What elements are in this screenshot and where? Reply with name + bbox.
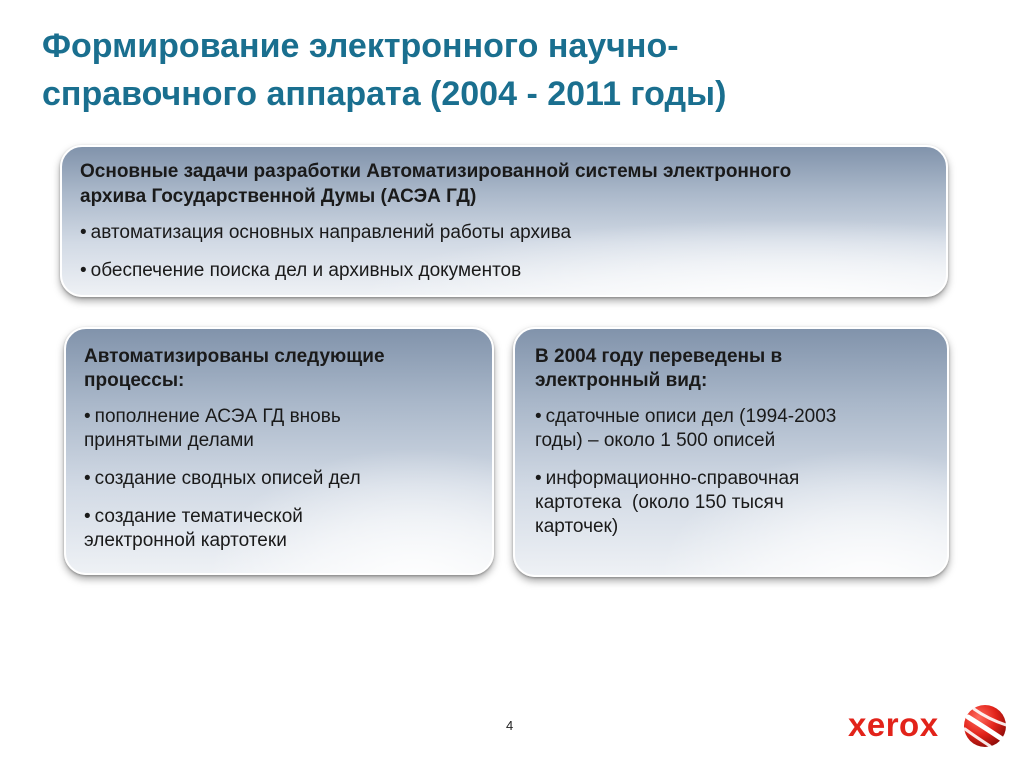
slide-title	[42, 22, 942, 118]
list-item-text: создание сводных описей дел	[94, 468, 361, 489]
automated-processes-heading	[84, 345, 474, 393]
list-item	[84, 405, 474, 453]
slide-title-line-1: Формирование электронного научно-	[42, 27, 679, 65]
list-item-text: пополнение АСЭА ГД вновь	[94, 406, 341, 427]
tasks-list	[80, 221, 928, 283]
list-item-text-continued: картотека (около 150 тысяч	[535, 492, 784, 513]
list-item-text: информационно-справочная	[545, 468, 800, 489]
digitized-2004-list	[535, 405, 929, 539]
tasks-heading-line-2: архива Государственной Думы (АСЭА ГД)	[80, 186, 477, 207]
bullet-icon: •	[84, 406, 91, 427]
bullet-icon: •	[80, 222, 87, 243]
list-item	[84, 467, 474, 491]
automated-processes-list	[84, 405, 474, 553]
bullet-icon: •	[535, 406, 542, 427]
bullet-icon: •	[80, 260, 87, 281]
list-item-text-continued: карточек)	[535, 516, 619, 537]
list-item	[84, 505, 474, 553]
list-item-text-continued: электронной картотеки	[84, 530, 287, 551]
list-item-text: сдаточные описи дел (1994-2003	[545, 406, 837, 427]
list-item	[80, 221, 928, 245]
list-item	[80, 259, 928, 283]
list-item-text: создание тематической	[94, 506, 303, 527]
list-item-text: обеспечение поиска дел и архивных документов	[90, 260, 522, 281]
list-item-text: автоматизация основных направлений работы архива	[90, 222, 572, 243]
tasks-heading-line-1: Основные задачи разработки Автоматизированной системы электронного	[80, 161, 792, 182]
list-item-text-continued: принятыми делами	[84, 430, 254, 451]
digitized-2004-heading	[535, 345, 929, 393]
automated-heading-line-1: Автоматизированы следующие	[84, 346, 385, 367]
page-number: 4	[506, 718, 514, 733]
tasks-panel-heading	[80, 159, 928, 209]
automated-processes-panel	[64, 327, 494, 575]
slide-title-line-2: справочного аппарата (2004 - 2011 годы)	[42, 75, 727, 113]
bullet-icon: •	[84, 468, 91, 489]
list-item	[535, 467, 929, 539]
list-item	[535, 405, 929, 453]
automated-heading-line-2: процессы:	[84, 370, 185, 391]
xerox-logo	[848, 703, 1008, 753]
digitized-2004-panel	[513, 327, 949, 577]
tasks-panel	[60, 145, 948, 297]
bullet-icon: •	[84, 506, 91, 527]
digitized-heading-line-2: электронный вид:	[535, 370, 708, 391]
xerox-wordmark: xerox	[848, 706, 939, 743]
list-item-text-continued: годы) – около 1 500 описей	[535, 430, 776, 451]
xerox-sphere-icon	[962, 703, 1008, 749]
bullet-icon: •	[535, 468, 542, 489]
digitized-heading-line-1: В 2004 году переведены в	[535, 346, 783, 367]
